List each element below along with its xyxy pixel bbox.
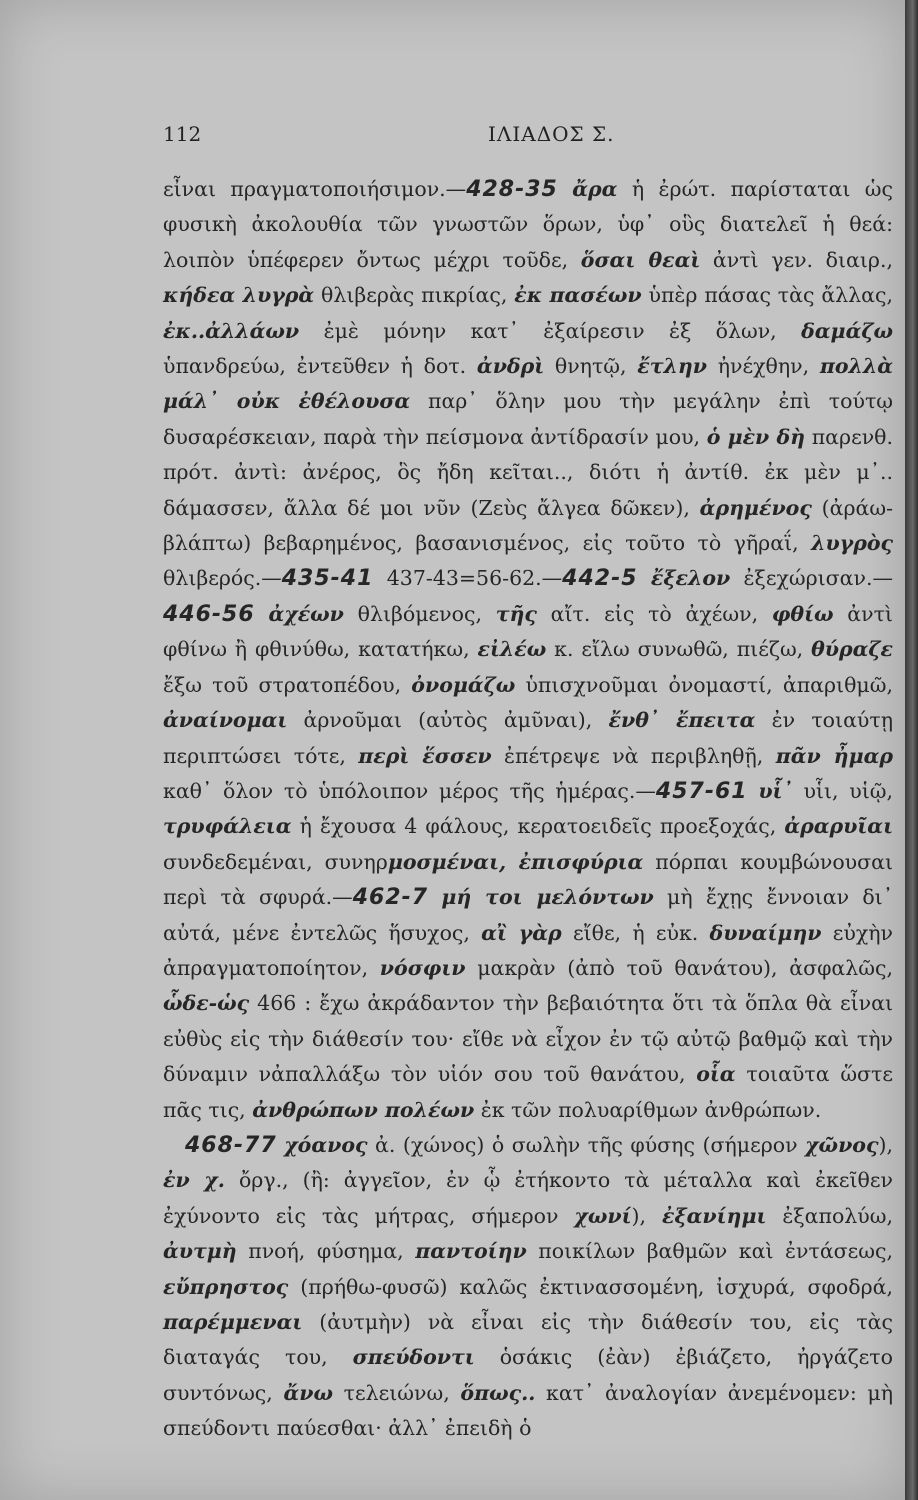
lemma: ἀνθρώπων πολέων bbox=[252, 1097, 475, 1122]
text-run bbox=[255, 602, 269, 626]
lemma: περὶ ἕσσεν bbox=[358, 743, 492, 768]
text-run: τελειώνω, bbox=[333, 1380, 461, 1405]
text-run: ἐξεχώρισαν.— bbox=[730, 566, 893, 591]
lemma: ἐν χ. bbox=[163, 1168, 225, 1193]
lemma: σπεύδοντι bbox=[352, 1345, 475, 1370]
lemma: ὀνομάζω bbox=[411, 672, 516, 697]
page-edge bbox=[905, 0, 918, 1500]
page-number: 112 bbox=[163, 122, 202, 146]
lemma: χῶνος bbox=[805, 1132, 879, 1157]
text-run: ὑπισχνοῦμαι ὀνομαστί, ἀπαριθμῶ, bbox=[515, 672, 893, 697]
text-run: θλιβόμενος, bbox=[343, 601, 496, 626]
text-run bbox=[428, 885, 441, 909]
verse-reference: 468-77 bbox=[185, 1132, 277, 1158]
text-run: ἠνέχθην, bbox=[707, 354, 820, 379]
lemma: παρέμμεναι bbox=[163, 1310, 303, 1334]
lemma: νόσφιν bbox=[379, 955, 466, 980]
lemma: υἷ᾿ bbox=[758, 778, 793, 803]
text-run: παρενθ. πρότ. ἀντὶ: ἀνέρος, ὃς ἤδη κεῖται.., διότι ἡ ἀντίθ. ἐκ μὲν μ᾿.. δάμασσεν, ἄλλα δέ μοι νῦν (Ζεὺς ἄλγεα δῶκεν), bbox=[163, 424, 894, 520]
lemma: αἲ γὰρ bbox=[481, 920, 562, 945]
verse-reference: 446-56 bbox=[163, 601, 255, 627]
lemma: λυγρὸς bbox=[811, 531, 893, 556]
page-header bbox=[163, 122, 893, 152]
text-run: μὴ ἔχῃς ἔννοιαν δι᾿ αὐτά, μένε ἐντελῶς ἥσυχος, bbox=[163, 885, 893, 945]
commentary-text bbox=[163, 172, 893, 1447]
lemma: ἀραρυῖαι bbox=[784, 814, 893, 839]
text-run: ἡ ἔχουσα 4 φάλους, κερατοειδεῖς προεξοχάς, bbox=[291, 814, 785, 839]
text-run: κατ᾿ ἀναλογίαν ἀνεμένομεν: μὴ σπεύδοντι παύεσθαι· ἀλλ᾿ ἐπειδὴ ὁ bbox=[163, 1380, 894, 1441]
text-run: ἐμὲ μόνην κατ᾿ ἐξαίρεσιν ἐξ ὅλων, bbox=[299, 318, 802, 343]
text-run: ), bbox=[631, 1203, 663, 1228]
lemma: ἐκ..ἀλλάων bbox=[163, 318, 300, 343]
lemma: πᾶν ἦμαρ bbox=[775, 743, 893, 768]
verse-reference: 442-5 bbox=[562, 566, 638, 592]
text-run bbox=[558, 177, 572, 201]
lemma: πολλὰ μάλ᾿ οὐκ ἐθέλουσα bbox=[163, 354, 894, 414]
text-run: τοιαῦτα ὥστε πᾶς τις, bbox=[163, 1062, 893, 1122]
text-run: ἡ ἐρώτ. παρίσταται ὡς φυσικὴ ἀκολουθία τῶν γνωστῶν ὅρων, ὑφ᾿ οὓς διατελεῖ ἡ θεά: λοιπὸν ὑπέφερεν ὄντως μέχρι τοῦδε, bbox=[163, 177, 893, 272]
text-run: θλιβερὰς πικρίας, bbox=[314, 283, 515, 308]
lemma: μοσμέναι, ἐπισφύρια bbox=[387, 849, 644, 874]
text-run: ἀ. (χώνος) ὁ σωλὴν τῆς φύσης (σήμερον bbox=[367, 1132, 806, 1157]
text-run: ἀρνοῦμαι (αὐτὸς ἀμῦναι), bbox=[287, 708, 609, 733]
lemma: ἀχέων bbox=[268, 601, 344, 626]
text-run: ἐπέτρεψε νὰ περιβληθῇ, bbox=[491, 743, 776, 768]
text-run: ἐκ τῶν πολυαρίθμων ἀνθρώπων. bbox=[474, 1097, 822, 1122]
text-run: μακρὰν (ἀπὸ τοῦ θανάτου), ἀσφαλῶς, bbox=[465, 955, 893, 980]
text-run: παρ᾿ ὅλην μου τὴν μεγάλην ἐπὶ τούτῳ δυσαρέσκειαν, παρὰ τὴν πείσμονα ἀντίδρασίν μου, bbox=[163, 389, 894, 449]
lemma: ὁ μὲν δὴ bbox=[706, 424, 806, 449]
lemma: φθίω bbox=[771, 601, 834, 626]
lemma: ὅσαι θεαὶ bbox=[580, 247, 701, 272]
text-run: ἀντὶ φθίνω ἢ φθινύθω, κατατήκω, bbox=[163, 601, 893, 662]
text-run: υἷι, υἱῷ, bbox=[792, 778, 893, 803]
text-run: πνοή, φύσημα, bbox=[236, 1239, 416, 1264]
text-run: ἐν τοιαύτῃ περιπτώσει τότε, bbox=[163, 708, 893, 768]
lemma: ἀναίνομαι bbox=[163, 708, 288, 733]
lemma: κήδεα λυγρὰ bbox=[163, 283, 315, 308]
text-run: εἴθε, ἡ εὐκ. bbox=[561, 920, 710, 945]
lemma: ἄρα bbox=[572, 177, 618, 201]
text-run: αἴτ. εἰς τὸ ἀχέων, bbox=[536, 601, 772, 626]
text-run: ), bbox=[878, 1132, 893, 1157]
text-run: ἀντὶ γεν. διαιρ., bbox=[700, 247, 894, 272]
text-run: θνητῷ, bbox=[544, 354, 638, 379]
text-run: ὁσάκις (ἐὰν) ἐβιάζετο, ἠργάζετο συντόνως, bbox=[163, 1345, 893, 1405]
lemma: τρυφάλεια bbox=[163, 814, 292, 839]
running-title: ΙΛΙΑΔΟΣ Σ. bbox=[488, 122, 615, 146]
text-run: ἔξω τοῦ στρατοπέδου, bbox=[163, 672, 412, 697]
lemma: ἔξελον bbox=[650, 566, 731, 591]
lemma: ὧδε-ὡς bbox=[163, 991, 250, 1016]
lemma: ὅπως.. bbox=[460, 1380, 536, 1405]
lemma: ἔτλην bbox=[637, 354, 707, 379]
verse-reference: 457-61 bbox=[655, 778, 748, 804]
lemma: δαμάζω bbox=[801, 318, 893, 343]
lemma: ἄνω bbox=[283, 1380, 333, 1405]
text-run: ὄργ., (ἢ: ἀγγεῖον, ἐν ᾧ ἐτήκοντο τὰ μέταλλα καὶ ἐκεῖθεν ἐχύνοντο εἰς τὰς μήτρας, σήμερον bbox=[163, 1168, 893, 1228]
text-run: ἐξαπολύω, bbox=[766, 1203, 893, 1228]
text-run: εὐχὴν ἀπραγματοποίητον, bbox=[163, 920, 894, 980]
text-run: καθ᾿ ὅλον τὸ ὑπόλοιπον μέρος τῆς ἡμέρας.— bbox=[163, 778, 656, 803]
text-run: θλιβερός.— bbox=[163, 566, 282, 591]
text-run: (ἀράω-βλάπτω) βεβαρημένος, βασανισμένος, εἰς τοῦτο τὸ γῆραΐ, bbox=[163, 495, 893, 556]
text-run: (πρήθω-φυσῶ) καλῶς ἐκτινασσομένη, ἰσχυρά, σφοδρά, bbox=[288, 1274, 893, 1299]
lemma: ἀνδρὶ bbox=[476, 354, 545, 379]
verse-reference: 435-41 bbox=[281, 566, 374, 592]
lemma: τῆς bbox=[495, 601, 537, 626]
text-run bbox=[638, 566, 651, 590]
paragraph bbox=[163, 1128, 893, 1447]
lemma: παντοίην bbox=[415, 1239, 527, 1264]
text-run: κ. εἴλω συνωθῶ, πιέζω, bbox=[546, 637, 812, 662]
lemma: ἀρημένος bbox=[699, 495, 812, 520]
paragraph bbox=[163, 172, 893, 1128]
text-run: ποικίλων βαθμῶν καὶ ἐντάσεως, bbox=[526, 1239, 893, 1264]
lemma: δυναίμην bbox=[709, 920, 822, 945]
lemma: μή τοι μελόντων bbox=[441, 885, 654, 910]
lemma: χόανος bbox=[284, 1132, 368, 1157]
text-run bbox=[748, 779, 759, 803]
lemma: ἐξανίημι bbox=[662, 1203, 767, 1228]
text-run: 466 : ἔχω ἀκράδαντον τὴν βεβαιότητα ὅτι τὰ ὅπλα θὰ εἶναι εὐθὺς εἰς τὴν διάθεσίν του· εἴθε νὰ εἶχον ἐν τῷ αὐτῷ βαθμῷ καὶ τὴν δύναμιν νἀπαλλάξω τὸν υἱόν σου τοῦ θανάτου, bbox=[163, 991, 893, 1087]
lemma: θύραζε bbox=[811, 637, 893, 662]
lemma: χωνί bbox=[574, 1203, 632, 1228]
lemma: εὔπρηστος bbox=[163, 1274, 289, 1299]
lemma: ἀυτμὴ bbox=[163, 1239, 237, 1264]
text-run: εἶναι πραγματοποιήσιμον.— bbox=[163, 177, 467, 201]
text-run: πόρπαι κουμβώνουσαι περὶ τὰ σφυρά.— bbox=[163, 849, 894, 910]
lemma: ἐκ πασέων bbox=[514, 283, 642, 308]
lemma: οἷα bbox=[696, 1062, 736, 1087]
lemma: εἰλέω bbox=[477, 637, 547, 662]
lemma: ἔνθ᾿ ἔπειτα bbox=[608, 708, 756, 733]
text-run: συνδεδεμέναι, συνηρ bbox=[163, 849, 388, 874]
text-run: ὑπὲρ πάσας τὰς ἄλλας, bbox=[641, 283, 893, 308]
verse-reference: 428-35 bbox=[466, 177, 558, 202]
verse-reference: 462-7 bbox=[352, 885, 429, 911]
text-run: ὑπανδρεύω, ἐντεῦθεν ἡ δοτ. bbox=[163, 354, 477, 379]
text-run: 437-43=56-62.— bbox=[373, 566, 563, 591]
text-run: (ἀυτμὴν) νὰ εἶναι εἰς τὴν διάθεσίν του, εἰς τὰς διαταγάς του, bbox=[163, 1310, 893, 1370]
